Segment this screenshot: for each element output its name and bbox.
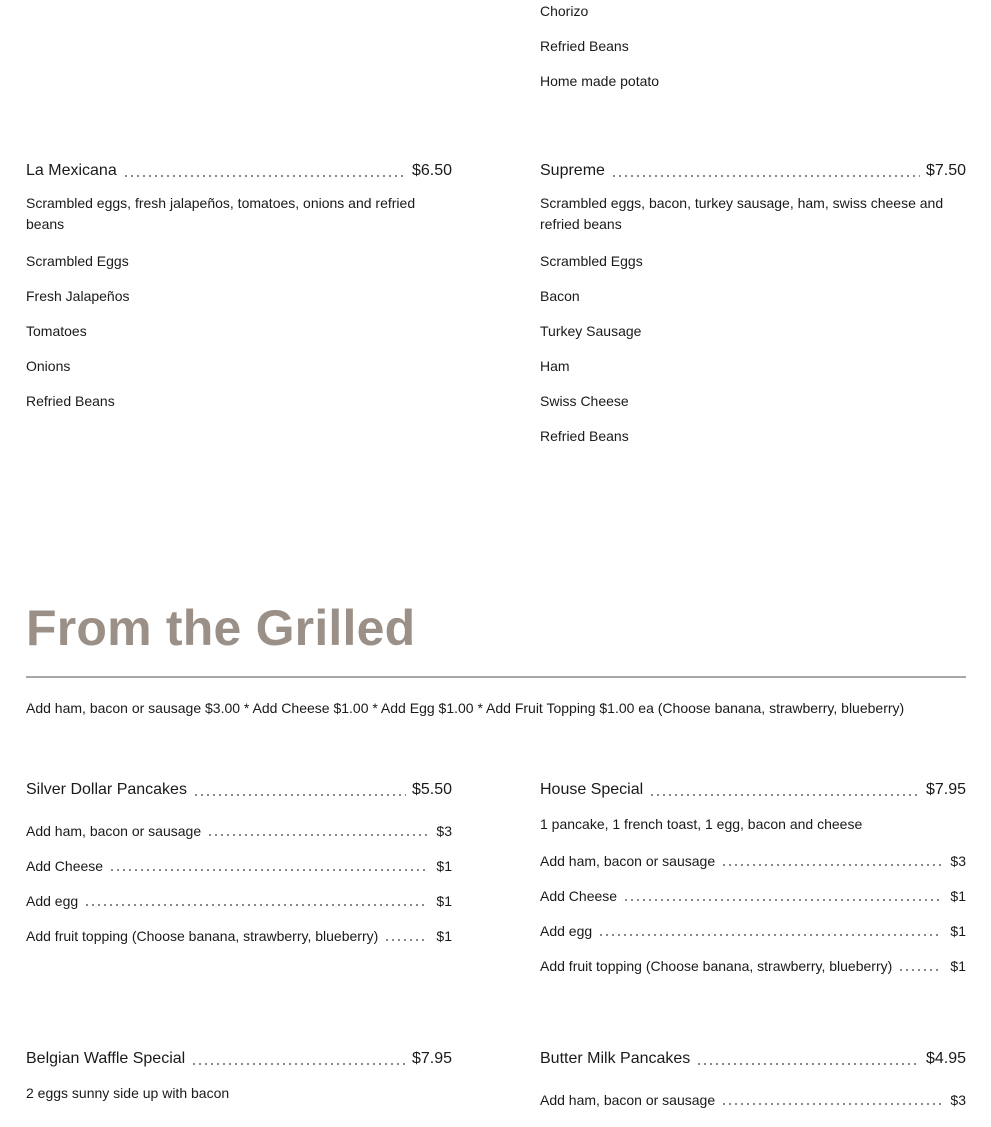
addon-name: Add fruit topping (Choose banana, strawberry, blueberry) [26, 928, 379, 944]
ingredient: Refried Beans [540, 38, 629, 54]
item-header [26, 780, 452, 800]
addon-price: $3 [436, 823, 452, 839]
addon-row [540, 853, 966, 869]
item-header [540, 161, 966, 181]
item-name: Belgian Waffle Special [26, 1050, 186, 1067]
item-name: Butter Milk Pancakes [540, 1050, 691, 1067]
dot-leader [109, 869, 428, 871]
addon-name: Add fruit topping (Choose banana, strawberry, blueberry) [540, 958, 893, 974]
dot-leader [84, 904, 428, 906]
item-price: $5.50 [411, 781, 452, 798]
addon-list [540, 1092, 966, 1108]
item-name: Supreme [540, 162, 605, 179]
ingredient: Refried Beans [540, 428, 629, 444]
item-price: $7.95 [411, 1050, 452, 1067]
item-header [26, 1049, 452, 1069]
ingredient: Onions [26, 358, 71, 374]
addon-name: Add ham, bacon or sausage [540, 853, 716, 869]
item-description: Scrambled eggs, bacon, turkey sausage, ham, swiss cheese and refried beans [540, 195, 944, 232]
menu-item-house-special [540, 780, 966, 993]
addon-row [540, 958, 966, 974]
ingredient-list [540, 253, 966, 444]
dot-leader [898, 969, 942, 971]
addon-row [26, 858, 452, 874]
dot-leader [649, 794, 920, 796]
ingredient: Fresh Jalapeños [26, 288, 130, 304]
dot-leader [721, 1103, 942, 1105]
ingredient: Tomatoes [26, 323, 87, 339]
ingredient-list [26, 253, 452, 409]
item-name: La Mexicana [26, 162, 117, 179]
dot-leader [696, 1063, 920, 1065]
addon-name: Add egg [26, 893, 79, 909]
menu-item-silver-dollar-pancakes [26, 780, 452, 963]
dot-leader [611, 175, 920, 177]
item-price: $6.50 [411, 162, 452, 179]
item-price: $4.95 [925, 1050, 966, 1067]
item-header [540, 1049, 966, 1069]
item-description: 1 pancake, 1 french toast, 1 egg, bacon and cheese [540, 816, 863, 832]
item-name: Silver Dollar Pancakes [26, 781, 187, 798]
addon-row [26, 823, 452, 839]
addon-row [540, 923, 966, 939]
addon-row [540, 888, 966, 904]
menu-item-supreme [540, 161, 966, 463]
addon-name: Add ham, bacon or sausage [540, 1092, 716, 1108]
addon-price: $1 [436, 928, 452, 944]
addon-row [26, 893, 452, 909]
addon-list [540, 853, 966, 974]
item-name: House Special [540, 781, 644, 798]
addon-price: $1 [950, 923, 966, 939]
ingredient: Scrambled Eggs [26, 253, 129, 269]
ingredient: Home made potato [540, 73, 660, 89]
ingredient: Chorizo [540, 3, 589, 19]
section-divider [26, 676, 966, 678]
section-note: Add ham, bacon or sausage $3.00 * Add Cheese $1.00 * Add Egg $1.00 * Add Fruit Topping $1.00 ea (Choose banana, strawberry, blueberry) [26, 700, 905, 716]
ingredient: Refried Beans [26, 393, 115, 409]
section-title: From the Grilled [26, 600, 416, 656]
menu-item-belgian-waffle-special [26, 1049, 452, 1104]
ingredient: Turkey Sausage [540, 323, 642, 339]
addon-name: Add egg [540, 923, 593, 939]
addon-price: $1 [950, 888, 966, 904]
dot-leader [193, 794, 406, 796]
item-price: $7.95 [925, 781, 966, 798]
dot-leader [623, 899, 942, 901]
addon-price: $3 [950, 853, 966, 869]
addon-row [540, 1092, 966, 1108]
addon-list [26, 823, 452, 944]
item-description: 2 eggs sunny side up with bacon [26, 1085, 230, 1101]
top-ingredient-list [540, 3, 966, 108]
ingredient: Bacon [540, 288, 580, 304]
addon-price: $1 [436, 893, 452, 909]
ingredient: Scrambled Eggs [540, 253, 643, 269]
item-description: Scrambled eggs, fresh jalapeños, tomatoes, onions and refried beans [26, 195, 416, 232]
ingredient: Ham [540, 358, 570, 374]
ingredient: Swiss Cheese [540, 393, 629, 409]
menu-item-butter-milk-pancakes [540, 1049, 966, 1127]
addon-name: Add Cheese [540, 888, 618, 904]
dot-leader [123, 175, 406, 177]
addon-price: $3 [950, 1092, 966, 1108]
dot-leader [207, 834, 428, 836]
addon-row [26, 928, 452, 944]
dot-leader [598, 934, 942, 936]
dot-leader [384, 939, 428, 941]
addon-price: $1 [436, 858, 452, 874]
addon-price: $1 [950, 958, 966, 974]
dot-leader [191, 1063, 406, 1065]
dot-leader [721, 864, 942, 866]
addon-name: Add Cheese [26, 858, 104, 874]
item-header [26, 161, 452, 181]
item-price: $7.50 [925, 162, 966, 179]
item-header [540, 780, 966, 800]
menu-item-la-mexicana [26, 161, 452, 428]
addon-name: Add ham, bacon or sausage [26, 823, 202, 839]
